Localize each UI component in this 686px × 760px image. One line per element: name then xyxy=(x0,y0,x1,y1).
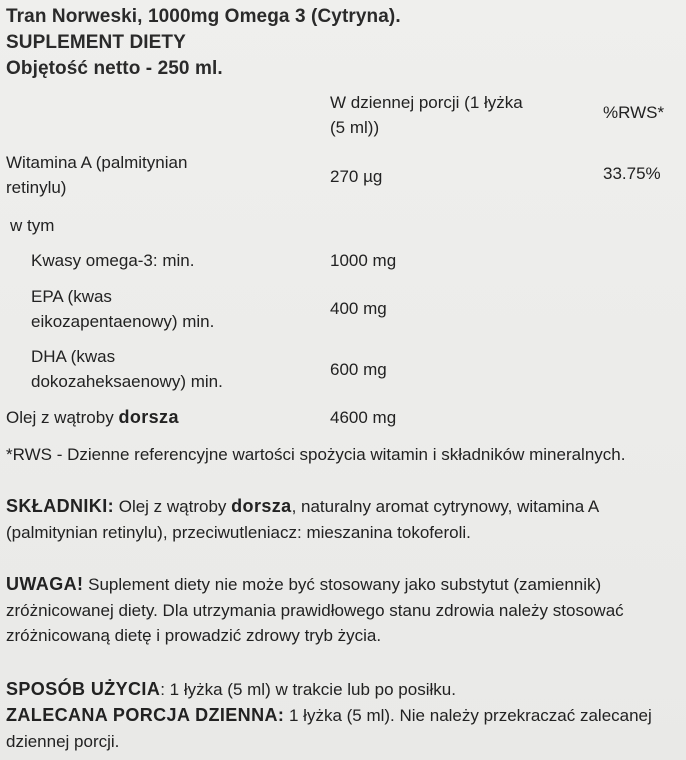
portion-header-line1: W dziennej porcji (1 łyżka xyxy=(330,93,523,112)
usage-label: SPOSÓB UŻYCIA xyxy=(6,679,161,699)
ingredients-text-2: , naturalny aromat cytrynowy, witamina A (palmitynian retinylu), przeciwutleniacz: mieszanina tokoferoli. xyxy=(6,497,599,542)
including-label: w tym xyxy=(10,216,55,235)
vitamin-a-value: 270 µg xyxy=(330,167,383,186)
omega3-value: 1000 mg xyxy=(330,251,397,270)
dose-label: ZALECANA PORCJA DZIENNA: xyxy=(6,705,285,725)
cod-liver-oil-name-text: Olej z wątroby xyxy=(6,408,119,427)
cod-liver-oil-name-bold: dorsza xyxy=(118,407,179,427)
dha-name-line1: DHA (kwas xyxy=(31,347,116,366)
cod-liver-oil-name xyxy=(6,405,179,430)
ingredients-text-1: Olej z wątroby xyxy=(114,497,232,516)
usage-text: : 1 łyżka (5 ml) w trakcie lub po posiłku. xyxy=(160,680,456,699)
dose-section xyxy=(6,703,682,754)
warnings-label: UWAGA! xyxy=(6,574,84,594)
ingredients-label: SKŁADNIKI: xyxy=(6,496,114,516)
portion-header-line2: (5 ml)) xyxy=(330,118,380,137)
warnings-section xyxy=(6,572,682,649)
product-title: Tran Norweski, 1000mg Omega 3 (Cytryna). xyxy=(6,6,401,27)
rws-header: %RWS* xyxy=(603,103,665,122)
warnings-text: Suplement diety nie może być stosowany jako substytut (zamiennik) zróżnicowanej diety. Dla utrzymania prawidłowego stanu zdrowia należy stosować zróżnicowaną dietę i prowadzić zdrowy tryb życia. xyxy=(6,575,624,645)
usage-section xyxy=(6,677,682,703)
vitamin-a-name-line1: Witamina A (palmitynian xyxy=(6,153,188,172)
epa-name-line1: EPA (kwas xyxy=(31,287,112,306)
epa-name-line2: eikozapentaenowy) min. xyxy=(31,312,215,331)
ingredients-bold: dorsza xyxy=(231,496,292,516)
rws-footnote: *RWS - Dzienne referencyjne wartości spożycia witamin i składników mineralnych. xyxy=(6,445,626,464)
vitamin-a-name-line2: retinylu) xyxy=(6,178,67,197)
vitamin-a-rws: 33.75% xyxy=(603,164,661,183)
epa-value: 400 mg xyxy=(330,299,387,318)
cod-liver-oil-value: 4600 mg xyxy=(330,408,397,427)
product-category: SUPLEMENT DIETY xyxy=(6,32,186,53)
dose-text: 1 łyżka (5 ml). Nie należy przekraczać zalecanej dziennej porcji. xyxy=(6,706,652,751)
ingredients-section xyxy=(6,494,682,545)
dha-name-line2: dokozaheksaenowy) min. xyxy=(31,372,223,391)
net-volume: Objętość netto - 250 ml. xyxy=(6,58,223,79)
omega3-name: Kwasy omega-3: min. xyxy=(31,251,195,270)
dha-value: 600 mg xyxy=(330,360,387,379)
